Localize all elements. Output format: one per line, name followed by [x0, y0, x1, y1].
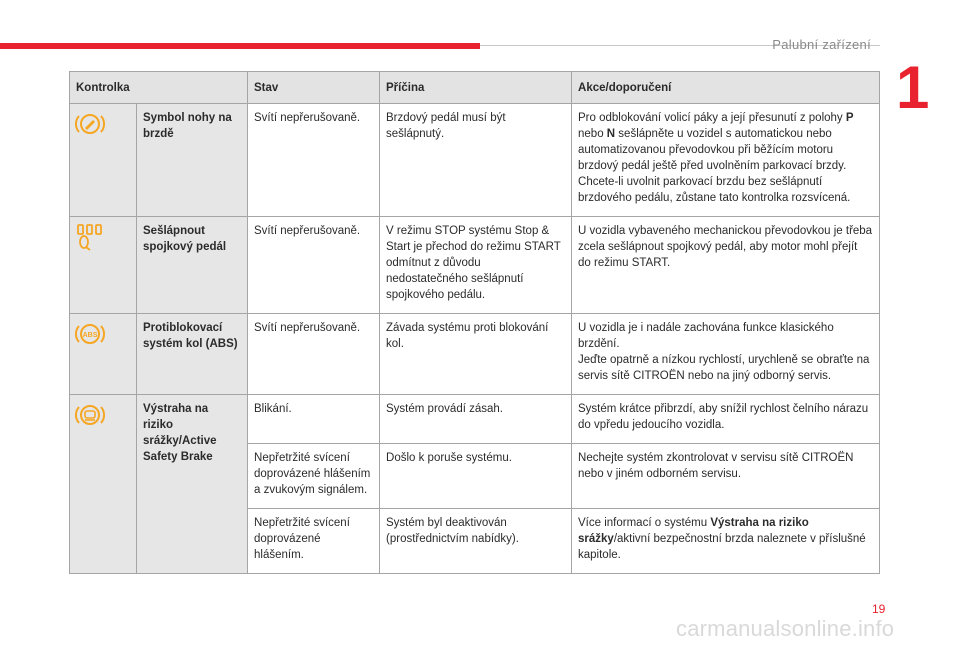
- indicator-name: Výstraha na riziko srážky/Active Safety Brake: [137, 395, 248, 574]
- table-row: [70, 395, 880, 444]
- action-text: Pro odblokování volicí páky a její přesunutí z polohy: [578, 112, 846, 124]
- action-text: U vozidla je i nadále zachována funkce klasického brzdění.: [578, 322, 834, 350]
- icon-cell: [70, 314, 137, 395]
- action-cell: Systém krátce přibrzdí, aby snížil rychlost čelního nárazu do vpředu jedoucího vozidla.: [572, 395, 880, 444]
- gear-position-n: N: [606, 128, 616, 140]
- action-cell: [572, 314, 880, 395]
- icon-cell: [70, 395, 137, 574]
- state-cell: Nepřetržité svícení doprovázené hlášením.: [248, 509, 380, 574]
- action-text: nebo: [578, 128, 607, 140]
- watermark: carmanualsonline.info: [676, 616, 895, 641]
- cause-cell: Systém byl deaktivován (prostřednictvím nabídky).: [380, 509, 572, 574]
- cause-cell: Systém provádí zásah.: [380, 395, 572, 444]
- svg-text:ABS: ABS: [82, 332, 98, 339]
- indicator-name: Symbol nohy na brzdě: [137, 104, 248, 217]
- action-text: sešlápněte u vozidel s automatickou nebo automatizovanou převodovkou při běžícím motoru brzdový pedál ještě před uvolněním parkovací brzdy.: [578, 128, 847, 172]
- top-accent-bar: [0, 43, 480, 49]
- page-number: 19: [872, 602, 886, 616]
- state-cell: Nepřetržité svícení doprovázené hlášením a zvukovým signálem.: [248, 444, 380, 509]
- state-cell: Svítí nepřerušovaně.: [248, 314, 380, 395]
- gear-position-p: P: [845, 112, 854, 124]
- state-cell: Blikání.: [248, 395, 380, 444]
- collision-warning-icon: [72, 401, 108, 429]
- action-text: /aktivní bezpečnostní brzda naleznete v příslušné kapitole.: [578, 533, 866, 561]
- cause-cell: Brzdový pedál musí být sešlápnutý.: [380, 104, 572, 217]
- column-header-state: Stav: [248, 72, 380, 104]
- table-row: [70, 217, 880, 314]
- abs-icon: [72, 320, 108, 348]
- icon-cell: [70, 217, 137, 314]
- action-bold-text: Výstraha na riziko srážky: [578, 517, 809, 545]
- icon-cell: [70, 104, 137, 217]
- action-text: Jeďte opatrně a nízkou rychlostí, urychleně se obraťte na servis sítě CITROËN nebo na jiný odborný servis.: [578, 354, 870, 382]
- action-cell: Nechejte systém zkontrolovat v servisu sítě CITROËN nebo v jiném odborném servisu.: [572, 444, 880, 509]
- column-header-cause: Příčina: [380, 72, 572, 104]
- action-cell: [572, 104, 880, 217]
- action-cell: [572, 509, 880, 574]
- indicator-name: Sešlápnout spojkový pedál: [137, 217, 248, 314]
- state-cell: Svítí nepřerušovaně.: [248, 217, 380, 314]
- action-cell: U vozidla vybaveného mechanickou převodovkou je třeba zcela sešlápnout spojkový pedál, aby motor mohl přejít do režimu START.: [572, 217, 880, 314]
- column-header-indicator: Kontrolka: [70, 72, 248, 104]
- chapter-number: 1: [896, 54, 930, 121]
- table-header-row: [70, 72, 880, 104]
- brake-foot-icon: [72, 110, 108, 138]
- cause-cell: V režimu STOP systému Stop & Start je přechod do režimu START odmítnut z důvodu nedostatečného sešlápnutí spojkového pedálu.: [380, 217, 572, 314]
- action-text: Chcete-li uvolnit parkovací brzdu bez sešlápnutí brzdového pedálu, zůstane tato kontrolka rozsvícená.: [578, 176, 851, 204]
- indicator-name: Protiblokovací systém kol (ABS): [137, 314, 248, 395]
- action-text: Více informací o systému: [578, 517, 711, 529]
- warning-lights-table: [69, 71, 880, 574]
- column-header-action: Akce/doporučení: [572, 72, 880, 104]
- table-row: [70, 314, 880, 395]
- section-title: Palubní zařízení: [772, 37, 871, 52]
- cause-cell: Závada systému proti blokování kol.: [380, 314, 572, 395]
- cause-cell: Došlo k poruše systému.: [380, 444, 572, 509]
- clutch-pedal-icon: [72, 223, 108, 251]
- state-cell: Svítí nepřerušovaně.: [248, 104, 380, 217]
- table-row: [70, 104, 880, 217]
